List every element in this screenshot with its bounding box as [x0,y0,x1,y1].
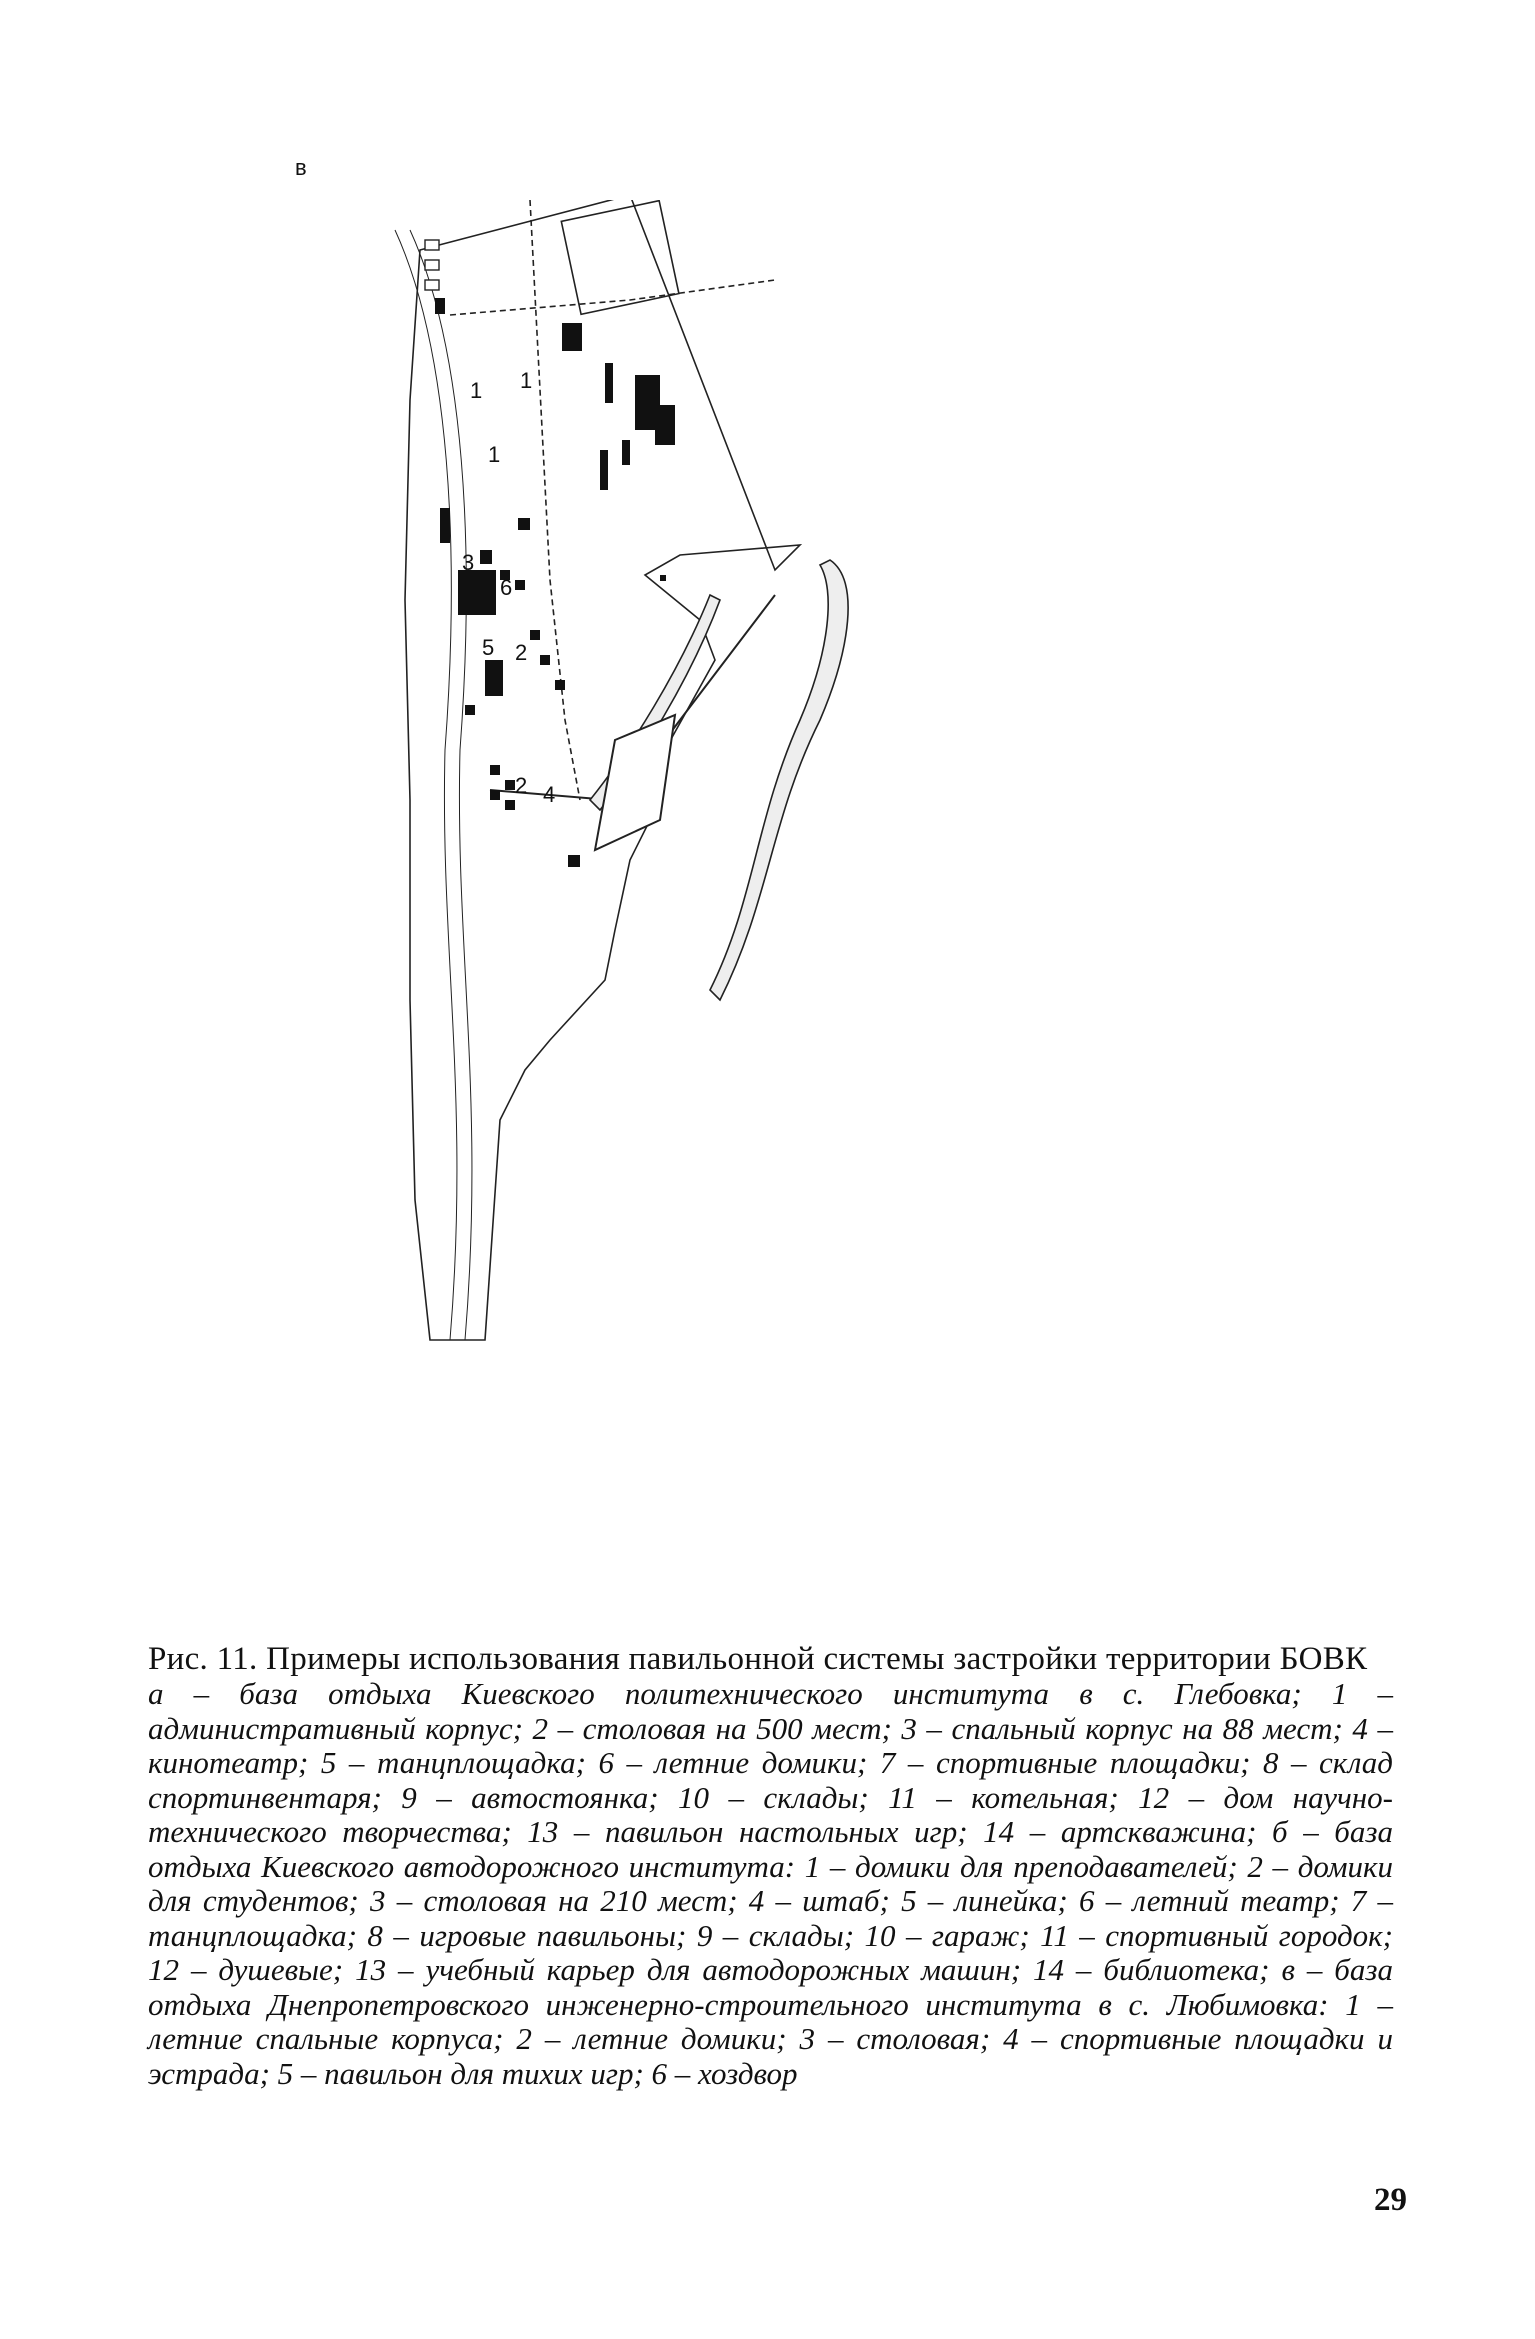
building [515,580,525,590]
building-outline [425,260,439,270]
section-letter: в [295,155,307,180]
map-label: 3 [462,550,475,575]
sports-field [561,201,679,315]
building [622,440,630,465]
territory-boundary [405,200,800,1340]
building-outline [425,280,439,290]
building [605,363,613,403]
caption-body: а – база отдыха Киевского политехнического института в с. Глебовка; 1 – административный корпус; 2 – столовая на 500 мест; 3 – спальный корпус на 88 мест; 4 – кинотеатр; 5 – танцплощадка; 6 – летние домики; 7 – спортивные площадки; 8 – склад спортинвентаря; 9 – автостоянка; 10 – склады; 11 – котельная; 12 – дом научно-технического творчества; 13 – павильон настольных игр; 14 – артскважина; б – база отдыха Киевского автодорожного института: 1 – домики для преподавателей; 2 – домики для студентов; 3 – столовая на 210 мест; 4 – штаб; 5 – линейка; 6 – летний театр; 7 – танцплощадка; 8 – игровые павильоны; 9 – склады; 10 – гараж; 11 – спортивный городок; 12 – душевые; 13 – учебный карьер для автодорожных машин; 14 – библиотека; в – база отдыха Днепропетровского инженерно-строительного института в с. Любимовка: 1 – летние спальные корпуса; 2 – летние домики; 3 – столовая; 4 – спортивные площадки и эстрада; 5 – павильон для тихих игр; 6 – хоздвор [148,1676,1393,2091]
road-main [530,200,580,800]
map-label: 4 [543,782,556,807]
sports-area-4 [595,715,675,850]
building [440,508,450,543]
site-plan-map [390,200,1030,1420]
river-bank [395,230,457,1340]
map-label: 1 [488,442,501,467]
map-label: 2 [515,773,528,798]
building [568,855,580,867]
site-plan-figure [295,155,1030,1420]
building [530,630,540,640]
page-number: 29 [1374,2182,1407,2218]
building-outline [425,240,439,250]
map-label: 5 [482,635,495,660]
map-label: 6 [500,575,513,600]
building [518,518,530,530]
caption-title: Рис. 11. Примеры использования павильонной системы застройки территории БОВК [148,1641,1368,1677]
building [490,790,500,800]
building [480,550,492,564]
building [555,680,565,690]
building [660,575,666,581]
building [505,800,515,810]
building [540,655,550,665]
building [435,298,445,314]
building [490,765,500,775]
map-label: 1 [520,368,533,393]
building [655,405,675,445]
building [465,705,475,715]
gully [710,560,848,1000]
map-label: 2 [515,640,528,665]
building [600,450,608,490]
building [505,780,515,790]
map-label: 1 [470,378,483,403]
figure-caption [148,1642,1393,2091]
building [562,323,582,351]
building [485,660,503,696]
building [458,570,496,615]
road-cross [450,280,775,315]
